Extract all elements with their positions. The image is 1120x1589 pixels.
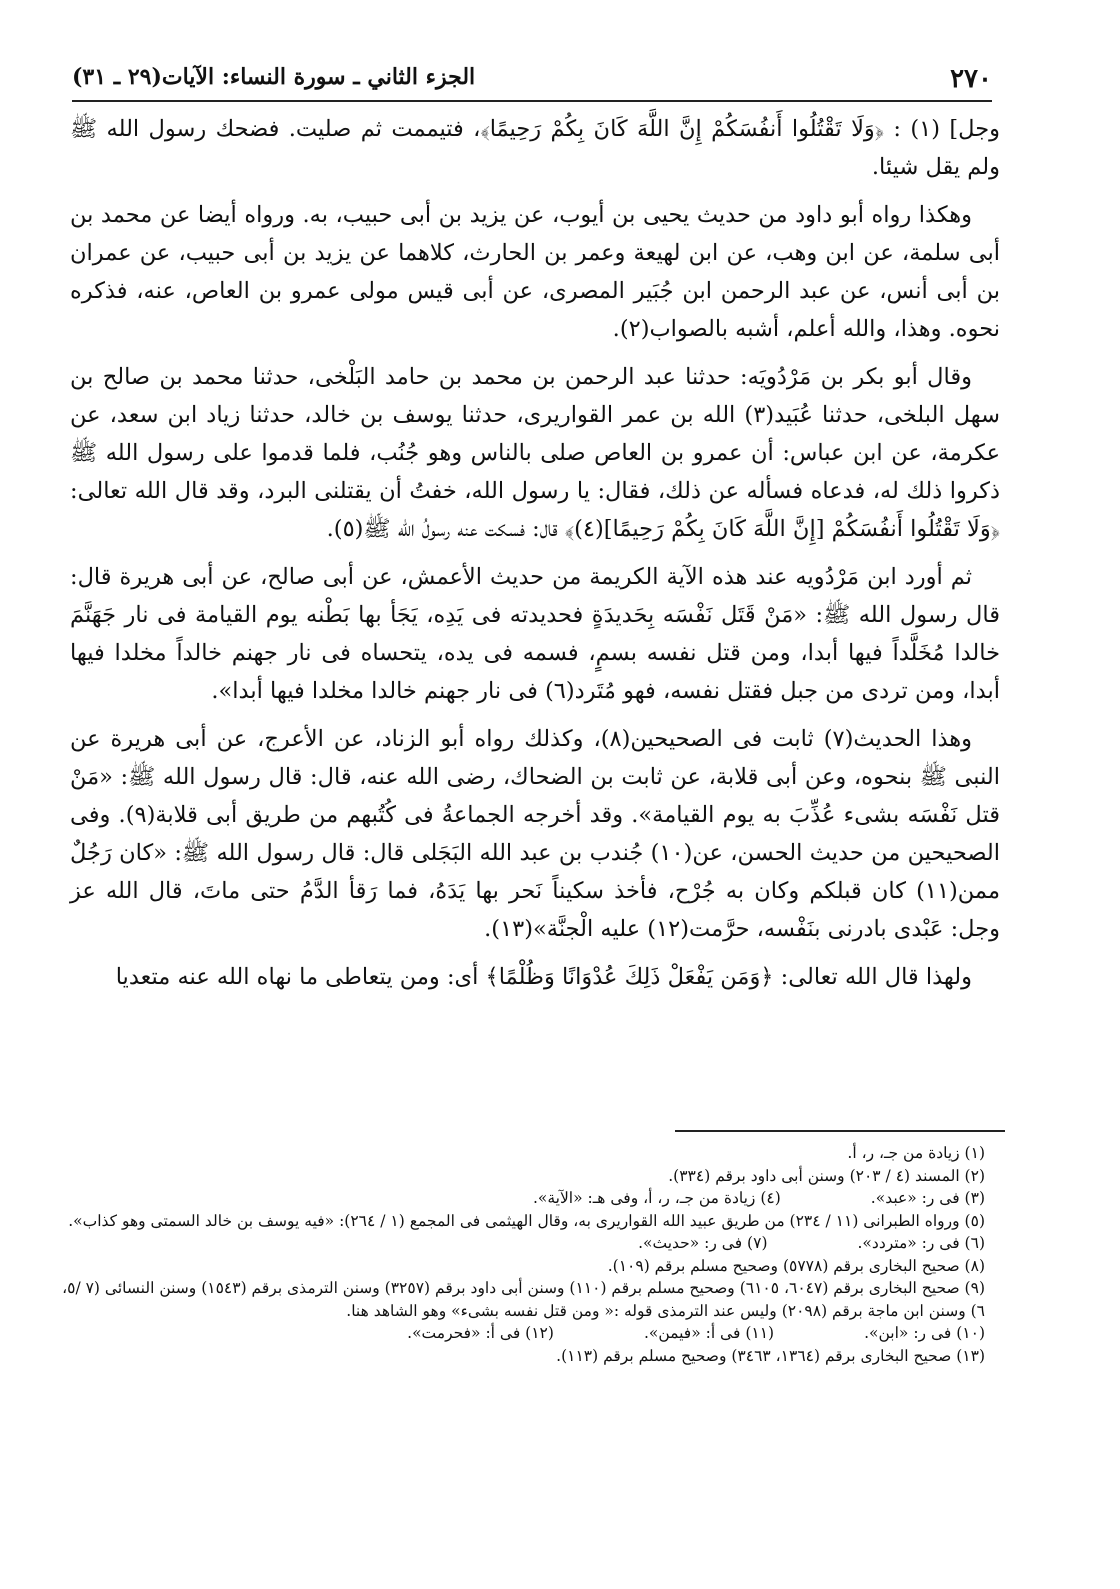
running-title: الجزء الثاني ـ سورة النساء: الآيات(٢٩ ـ ٣١) [72,64,476,90]
footnote: (١٢) فى أ: «فحرمت». [407,1324,554,1342]
footnote: (٨) صحيح البخارى برقم (٥٧٧٨) وصحيح مسلم برقم (١٠٩). [607,1256,985,1275]
main-text [70,110,1000,1006]
page-number: ٢٧٠ [950,64,992,94]
paragraph: ولهذا قال الله تعالى: ﴿وَمَن يَفْعَلْ ذَلِكَ عُدْوَانًا وَظُلْمًا﴾ أى: ومن يتعاطى ما نهاه الله عنه متعديا [115,964,972,990]
footnotes [60,1142,985,1367]
footnote-row [60,1187,985,1210]
footnote: (١) زيادة من جـ، ر، أ. [847,1144,985,1162]
footnote-row [60,1232,985,1255]
footnote: (٩) صحيح البخارى برقم (٦٠٤٧، ٦١٠٥) وصحيح مسلم برقم (١١٠) وسنن أبى داود برقم (٣٢٥٧) وسنن الترمذى برقم (١٥٤٣) وسنن النسائى (٧ /٥، ٦) وسنن ابن ماجة برقم (٢٠٩٨) وليس عند الترمذى قوله :« ومن قتل نفسه بشىء» وهو الشاهد هنا. [62,1279,985,1320]
footnote: (٧) فى ر: «حديث». [638,1234,768,1252]
paragraph: وهذا الحديث(٧) ثابت فى الصحيحين(٨)، وكذلك رواه أبو الزناد، عن الأعرج، عن أبى هريرة عن النبى ﷺ بنحوه، وعن أبى قلابة، عن ثابت بن الضحاك، رضى الله عنه، قال: قال رسول الله ﷺ: «مَنْ قتل نَفْسَه بشىء عُذِّبَ به يوم القيامة». وقد أخرجه الجماعةُ فى كُتُبهم من طريق أبى قلابة(٩). وفى الصحيحين من حديث الحسن، عن(١٠) جُندب بن عبد الله البَجَلى قال: قال رسول الله ﷺ: «كان رَجُلٌ ممن(١١) كان قبلكم وكان به جُرْح، فأخذ سكيناً نَحر بها يَدَهُ، فما رَقأ الدَّمُ حتى ماتَ، قال الله عز وجل: عَبْدى بادرنى بنَفْسه، حرَّمت(١٢) عليه الْجنَّة»(١٣). [70,726,1000,942]
footnote: (٤) زيادة من جـ، ر، أ، وفى هـ: «الآية». [532,1189,781,1207]
footnote: (٦) فى ر: «متردد». [857,1234,985,1252]
paragraph: ثم أورد ابن مَرْدُويه عند هذه الآية الكريمة من حديث الأعمش، عن أبى صالح، عن أبى هريرة قال: قال رسول الله ﷺ: «مَنْ قَتَل نَفْسَه بِحَديدَةٍ فحديدته فى يَدِه، يَجَأ بها بَطْنه يوم القيامة فى نار جَهَنَّمَ خالدا مُخَلَّداً فيها أبدا، ومن قتل نفسه بسمٍ، فسمه فى يده، يتحساه فى نار جهنم خالداً مخلدا فيها أبدا، ومن تردى من جبل فقتل نفسه، فهو مُتَرد(٦) فى نار جهنم خالدا مخلدا فيها أبدا». [70,564,1000,704]
paragraph: وقال أبو بكر بن مَرْدُويَه: حدثنا عبد الرحمن بن محمد بن حامد البَلْخى، حدثنا محمد بن صالح بن سهل البلخى، حدثنا عُبَيد(٣) الله بن عمر القواريرى، حدثنا يوسف بن خالد، حدثنا زياد ابن سعد، عن عكرمة، عن ابن عباس: أن عمرو بن العاص صلى بالناس وهو جُنُب، فلما قدموا على رسول الله ﷺ ذكروا ذلك له، فدعاه فسأله عن ذلك، فقال: يا رسول الله، خفتُ أن يقتلنى البرد، وقد قال الله تعالى: ﴿وَلَا تَقْتُلُوا أَنفُسَكُمْ [إِنَّ اللَّهَ كَانَ بِكُمْ رَحِيمًا](٤)﴾ قال: فسكت عنه رسولُ الله ﷺ(٥). [70,364,1000,542]
footnote: (٥) ورواه الطبرانى (١١ / ٢٣٤) من طريق عبيد الله القواريرى به، وقال الهيثمى فى المجمع (١ / ٢٦٤): «فيه يوسف بن خالد السمتى وهو كذاب». [68,1211,985,1230]
paragraph: وجل] (١) : ﴿وَلَا تَقْتُلُوا أَنفُسَكُمْ إِنَّ اللَّهَ كَانَ بِكُمْ رَحِيمًا﴾، فتيممت ثم صليت. فضحك رسول الله ﷺ ولم يقل شيئا. [70,116,1000,180]
footnote: (١٣) صحيح البخارى برقم (١٣٦٤، ٣٤٦٣) وصحيح مسلم برقم (١١٣). [556,1346,985,1365]
page-header [72,62,992,102]
footnote: (٣) فى ر: «عبد». [870,1189,985,1207]
paragraph: وهكذا رواه أبو داود من حديث يحيى بن أيوب، عن يزيد بن أبى حبيب، به. ورواه أيضا عن محمد بن أبى سلمة، عن ابن وهب، عن ابن لهيعة وعمر بن الحارث، كلاهما عن يزيد بن أبى حبيب، عن عمران بن أبى أنس، عن عبد الرحمن ابن جُبَير المصرى، عن أبى قيس مولى عمرو بن العاص، عنه، فذكره نحوه. وهذا، والله أعلم، أشبه بالصواب(٢). [70,202,1000,342]
footnote: (٢) المسند (٤ / ٢٠٣) وسنن أبى داود برقم (٣٣٤). [668,1166,985,1185]
footnote-row [60,1322,985,1345]
footnote-separator [675,1130,1005,1132]
footnote: (١١) فى أ: «فيمن». [643,1324,775,1342]
footnote: (١٠) فى ر: «ابن». [864,1324,985,1342]
